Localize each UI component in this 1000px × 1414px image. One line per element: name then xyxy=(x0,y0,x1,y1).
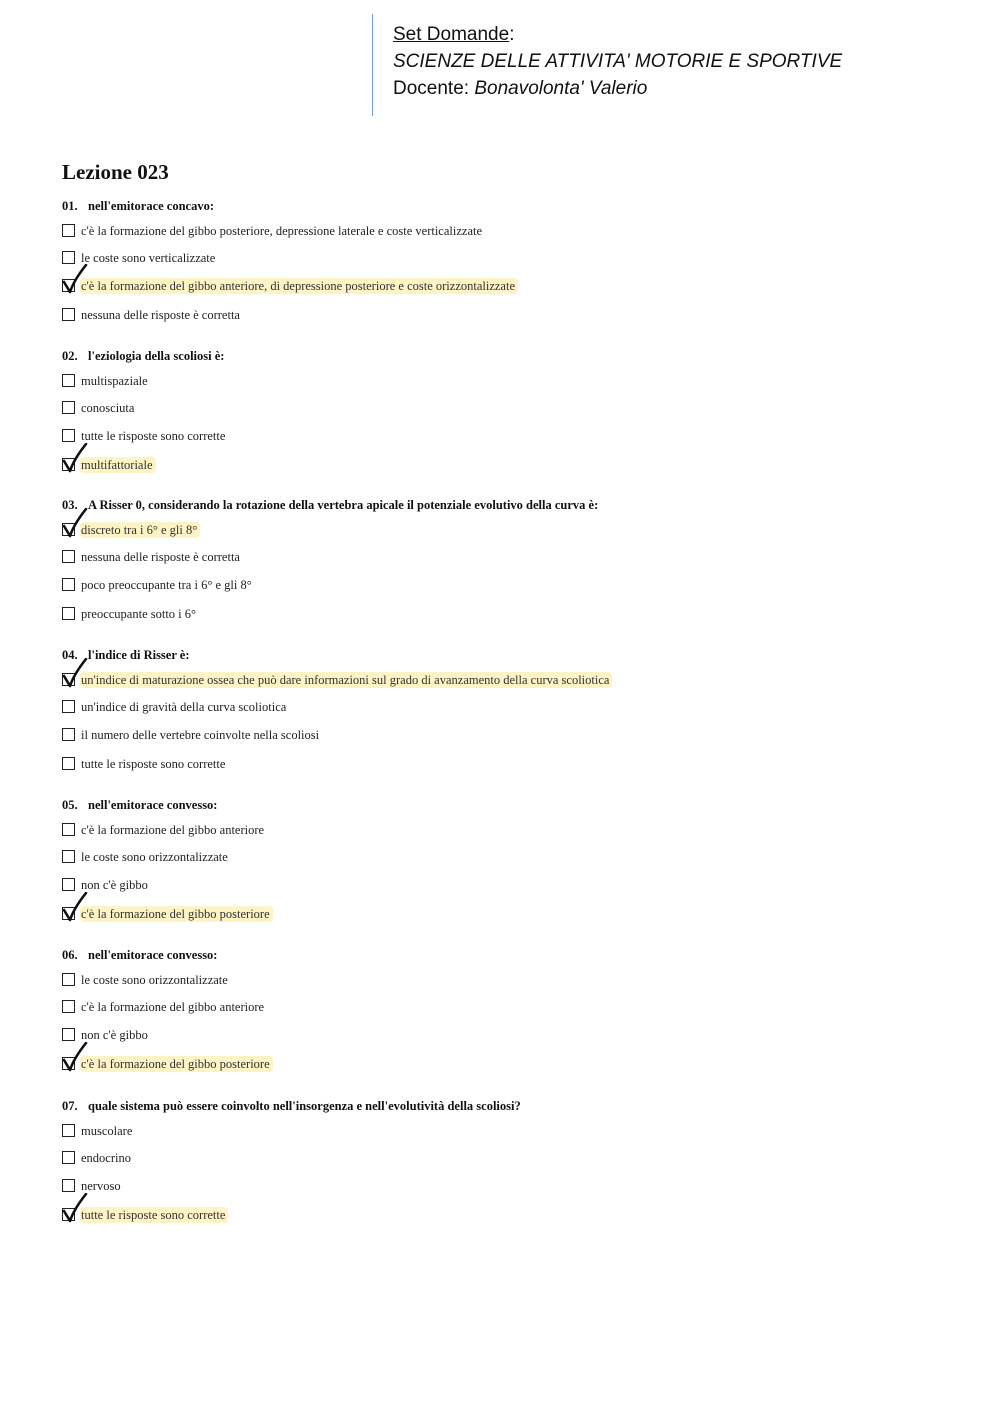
question-5 xyxy=(62,798,217,813)
answer-text: nessuna delle risposte è corretta xyxy=(81,308,240,322)
answer-text: non c'è gibbo xyxy=(81,1028,148,1042)
question-7 xyxy=(62,1099,521,1114)
answer-text: c'è la formazione del gibbo anteriore xyxy=(81,823,265,837)
answer-text: il numero delle vertebre coinvolte nella scoliosi xyxy=(81,728,320,742)
answer-checkbox[interactable] xyxy=(62,1151,75,1164)
answer-checkbox[interactable] xyxy=(62,578,75,591)
answer-text: tutte le risposte sono corrette xyxy=(81,429,226,443)
question-2 xyxy=(62,349,224,364)
answer-text: multispaziale xyxy=(81,374,148,388)
answer-text: tutte le risposte sono corrette xyxy=(80,1207,228,1223)
teacher-name: Bonavolonta' Valerio xyxy=(474,78,648,99)
set-label-line xyxy=(393,24,514,46)
answer-text: nessuna delle risposte è corretta xyxy=(81,550,240,564)
answer-text: c'è la formazione del gibbo posteriore xyxy=(80,1056,273,1072)
document-header xyxy=(372,14,933,116)
answer-checkbox[interactable] xyxy=(62,607,75,620)
answer-checkbox[interactable] xyxy=(62,401,75,414)
question-number: 07. xyxy=(62,1099,78,1113)
answer-checkbox[interactable] xyxy=(62,374,75,387)
answer-text: c'è la formazione del gibbo posteriore, depressione laterale e coste verticalizzate xyxy=(81,224,483,238)
question-number: 03. xyxy=(62,498,78,512)
answer-text: c'è la formazione del gibbo anteriore xyxy=(81,1000,265,1014)
teacher-label: Docente: xyxy=(393,78,475,99)
set-label-colon: : xyxy=(509,24,515,45)
answer-checkbox[interactable] xyxy=(62,1028,75,1041)
set-label: Set Domande xyxy=(393,24,510,45)
question-text: quale sistema può essere coinvolto nell'insorgenza e nell'evolutività della scoliosi? xyxy=(88,1099,521,1113)
answer-text: poco preoccupante tra i 6° e gli 8° xyxy=(81,578,252,592)
question-text: l'eziologia della scoliosi è: xyxy=(88,349,225,363)
answer-text: endocrino xyxy=(81,1151,131,1165)
answer-text: multifattoriale xyxy=(80,457,156,473)
answer-checkbox[interactable] xyxy=(62,429,75,442)
answer-text: conosciuta xyxy=(81,401,135,415)
answer-text: nervoso xyxy=(81,1179,121,1193)
answer-checkbox[interactable] xyxy=(62,224,75,237)
question-3 xyxy=(62,498,598,513)
answer-checkbox[interactable] xyxy=(62,1124,75,1137)
answer-text: preoccupante sotto i 6° xyxy=(81,607,197,621)
answer-checkbox[interactable] xyxy=(62,757,75,770)
question-number: 06. xyxy=(62,948,78,962)
answer-checkbox[interactable] xyxy=(62,251,75,264)
answer-checkbox[interactable] xyxy=(62,550,75,563)
answer-text: c'è la formazione del gibbo anteriore, di depressione posteriore e coste orizzontalizzate xyxy=(80,278,518,294)
lesson-title: Lezione 023 xyxy=(62,160,169,184)
teacher-line xyxy=(393,78,647,100)
answer-checkbox[interactable] xyxy=(62,878,75,891)
answer-text: un'indice di maturazione ossea che può dare informazioni sul grado di avanzamento della curva scoliotica xyxy=(80,672,612,688)
answer-text: non c'è gibbo xyxy=(81,878,148,892)
question-6 xyxy=(62,948,217,963)
question-text: nell'emitorace convesso: xyxy=(88,948,218,962)
answer-text: tutte le risposte sono corrette xyxy=(81,757,226,771)
answer-text: le coste sono verticalizzate xyxy=(81,251,216,265)
answer-text: c'è la formazione del gibbo posteriore xyxy=(80,906,273,922)
question-number: 04. xyxy=(62,648,78,662)
answer-text: muscolare xyxy=(81,1124,133,1138)
answer-text: discreto tra i 6° e gli 8° xyxy=(80,522,200,538)
question-number: 02. xyxy=(62,349,78,363)
answer-text: le coste sono orizzontalizzate xyxy=(81,973,228,987)
answer-checkbox[interactable] xyxy=(62,728,75,741)
question-number: 01. xyxy=(62,199,78,213)
question-text: nell'emitorace convesso: xyxy=(88,798,218,812)
answer-checkbox[interactable] xyxy=(62,850,75,863)
question-text: nell'emitorace concavo: xyxy=(88,199,214,213)
question-text: A Risser 0, considerando la rotazione della vertebra apicale il potenziale evolutivo della curva è: xyxy=(88,498,599,512)
answer-checkbox[interactable] xyxy=(62,823,75,836)
answer-checkbox[interactable] xyxy=(62,1179,75,1192)
answer-checkbox[interactable] xyxy=(62,700,75,713)
course-title: SCIENZE DELLE ATTIVITA' MOTORIE E SPORTIVE xyxy=(393,51,843,72)
question-text: l'indice di Risser è: xyxy=(88,648,190,662)
answer-text: un'indice di gravità della curva scoliotica xyxy=(81,700,287,714)
answer-text: le coste sono orizzontalizzate xyxy=(81,850,228,864)
answer-checkbox[interactable] xyxy=(62,308,75,321)
answer-checkbox[interactable] xyxy=(62,1000,75,1013)
question-number: 05. xyxy=(62,798,78,812)
question-1 xyxy=(62,199,214,214)
answer-checkbox[interactable] xyxy=(62,973,75,986)
